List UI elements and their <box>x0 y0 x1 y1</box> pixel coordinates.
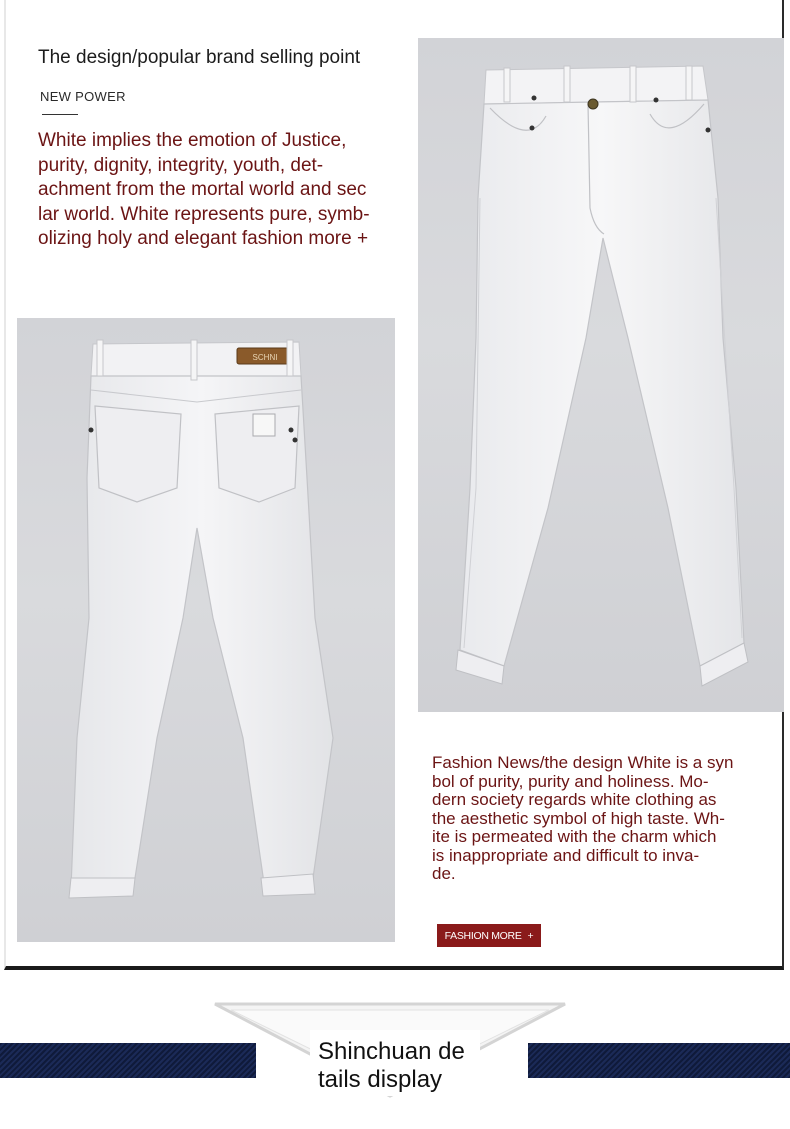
patch-label: SCHNI <box>252 353 278 362</box>
news-line: dern society regards white clothing as <box>432 790 717 809</box>
jeans-button-icon <box>588 99 598 109</box>
news-line: Fashion News/the design White is a syn <box>432 753 734 772</box>
jeans-back-illustration <box>17 318 395 942</box>
divider <box>42 114 78 115</box>
intro-line: White implies the emotion of Justice, <box>38 130 347 151</box>
fashion-more-button[interactable] <box>437 924 541 947</box>
intro-line: purity, dignity, integrity, youth, det- <box>38 154 324 176</box>
jeans-front-photo <box>418 38 784 712</box>
page-headline: The design/popular brand selling point <box>38 47 361 68</box>
intro-line: achment from the mortal world and sec <box>38 179 367 200</box>
section-title-line: tails display <box>318 1066 443 1093</box>
subhead: NEW POWER <box>40 89 126 104</box>
fashion-more-label: FASHION MORE <box>444 929 522 942</box>
news-paragraph <box>432 754 777 884</box>
news-line: bol of purity, purity and holiness. Mo- <box>432 771 709 791</box>
jeans-back-photo <box>17 318 395 942</box>
section-title-line: Shinchuan de <box>318 1038 465 1065</box>
news-line: ite is permeated with the charm which <box>432 827 717 846</box>
jeans-front-illustration <box>418 38 784 712</box>
news-line: de. <box>432 864 456 883</box>
news-line: the aesthetic symbol of high taste. Wh- <box>432 808 725 828</box>
section-title <box>318 1038 465 1094</box>
news-line: is inappropriate and difficult to inva- <box>432 845 700 865</box>
plus-icon: + <box>527 929 534 942</box>
intro-paragraph <box>38 129 388 252</box>
intro-line: olizing holy and elegant fashion more + <box>38 228 369 249</box>
intro-line: lar world. White represents pure, symb- <box>38 203 370 225</box>
